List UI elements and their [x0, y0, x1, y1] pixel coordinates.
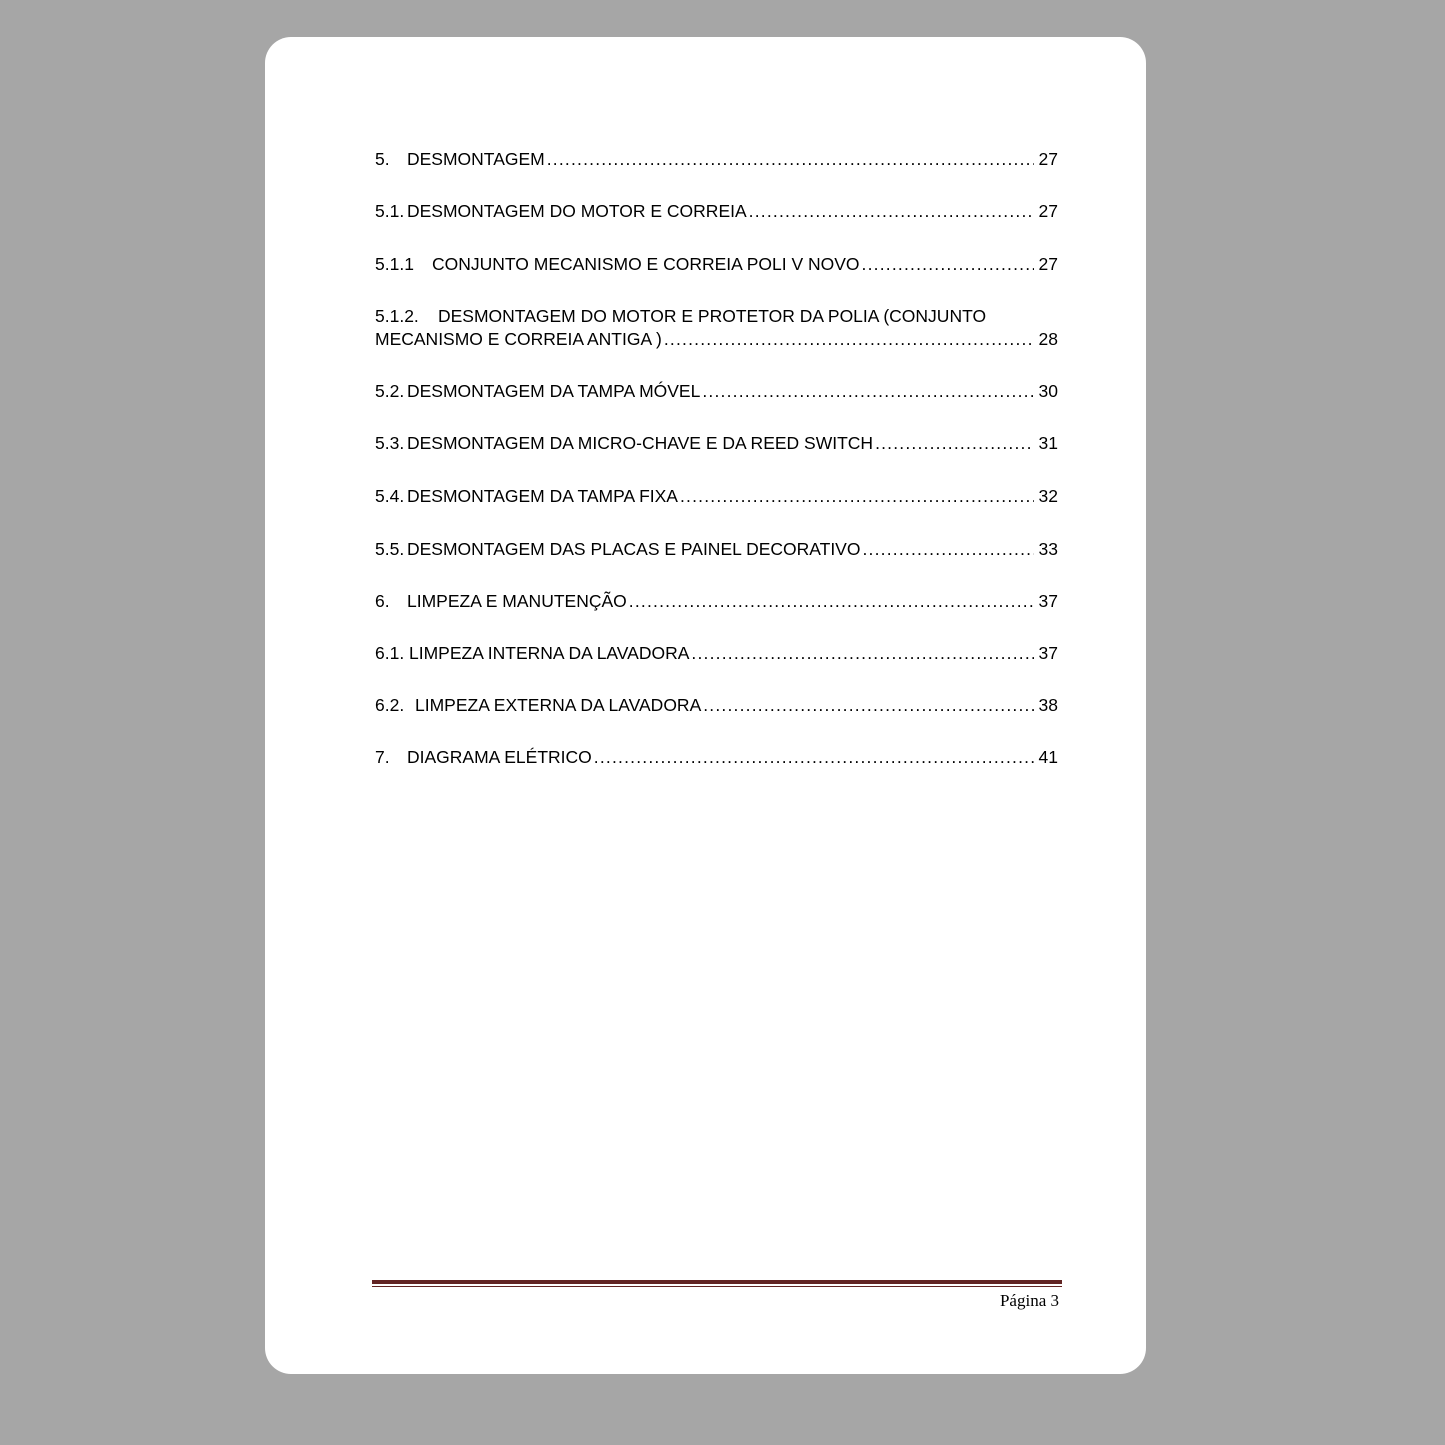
toc-title: DIAGRAMA ELÉTRICO	[407, 747, 592, 767]
toc-number: 6.2.	[375, 695, 405, 715]
toc-number: 5.2.	[375, 381, 405, 401]
dot-leader	[629, 590, 1034, 613]
dot-leader	[749, 200, 1034, 223]
toc-number: 6.1.	[375, 643, 405, 663]
toc-page-number: 27	[1038, 201, 1058, 221]
toc-title: DESMONTAGEM DO MOTOR E CORREIA	[407, 201, 747, 221]
toc-page-number: 27	[1038, 149, 1058, 169]
toc-number: 5.3.	[375, 433, 405, 453]
dot-leader	[691, 642, 1034, 665]
toc-title: DESMONTAGEM DA MICRO-CHAVE E DA REED SWITCH	[407, 433, 874, 453]
toc-number: 5.	[375, 149, 390, 169]
toc-number: 6.	[375, 591, 390, 611]
toc-page-number: 32	[1038, 486, 1058, 506]
toc-title-line1: DESMONTAGEM DO MOTOR E PROTETOR DA POLIA (CONJUNTO	[438, 306, 987, 326]
dot-leader	[680, 485, 1034, 508]
dot-leader	[702, 380, 1034, 403]
dot-leader	[703, 694, 1034, 717]
toc-entry-5-1-2[interactable]	[375, 305, 1058, 351]
toc-entry-5[interactable]	[375, 148, 1058, 171]
toc-number: 5.1.2.	[375, 306, 419, 326]
toc-title: DESMONTAGEM DA TAMPA MÓVEL	[407, 381, 701, 401]
toc-number: 5.1.	[375, 201, 405, 221]
toc-title: LIMPEZA EXTERNA DA LAVADORA	[415, 695, 702, 715]
toc-title: DESMONTAGEM DAS PLACAS E PAINEL DECORATIVO	[407, 539, 861, 559]
dot-leader	[875, 432, 1034, 455]
toc-number: 5.4.	[375, 486, 405, 506]
toc-page-number: 38	[1038, 695, 1058, 715]
toc-page-number: 27	[1038, 254, 1058, 274]
toc-title-line2: MECANISMO E CORREIA ANTIGA )	[375, 329, 662, 349]
toc-page-number: 41	[1038, 747, 1058, 767]
toc-title: LIMPEZA INTERNA DA LAVADORA	[409, 643, 690, 663]
toc-title: CONJUNTO MECANISMO E CORREIA POLI V NOVO	[432, 254, 860, 274]
toc-page-number: 28	[1038, 329, 1058, 349]
toc-title: DESMONTAGEM	[407, 149, 545, 169]
toc-entry-5-5[interactable]	[375, 538, 1058, 561]
footer-page-number: Página 3	[999, 1291, 1059, 1310]
dot-leader	[547, 148, 1034, 171]
toc-entry-5-4[interactable]	[375, 485, 1058, 508]
toc-page-number: 37	[1038, 591, 1058, 611]
footer-rule-thin	[372, 1286, 1062, 1287]
dot-leader	[594, 746, 1034, 769]
toc-number: 7.	[375, 747, 390, 767]
toc-entry-5-1[interactable]	[375, 200, 1058, 223]
toc-page-number: 33	[1038, 539, 1058, 559]
toc-entry-6-1[interactable]	[375, 642, 1058, 665]
toc-entry-7[interactable]	[375, 746, 1058, 769]
toc-entry-5-2[interactable]	[375, 380, 1058, 403]
toc-page-number: 31	[1038, 433, 1058, 453]
toc-entry-6-2[interactable]	[375, 694, 1058, 717]
dot-leader	[862, 253, 1034, 276]
footer-rule	[372, 1280, 1062, 1284]
dot-leader	[862, 538, 1034, 561]
toc-page-number: 37	[1038, 643, 1058, 663]
toc-entry-6[interactable]	[375, 590, 1058, 613]
toc-number: 5.5.	[375, 539, 405, 559]
toc-page-number: 30	[1038, 381, 1058, 401]
toc-title: DESMONTAGEM DA TAMPA FIXA	[407, 486, 678, 506]
toc-number: 5.1.1	[375, 254, 414, 274]
document-page	[265, 37, 1146, 1374]
toc-entry-5-3[interactable]	[375, 432, 1058, 455]
dot-leader	[664, 328, 1034, 351]
toc-title: LIMPEZA E MANUTENÇÃO	[407, 591, 627, 611]
toc-entry-5-1-1[interactable]	[375, 253, 1058, 276]
